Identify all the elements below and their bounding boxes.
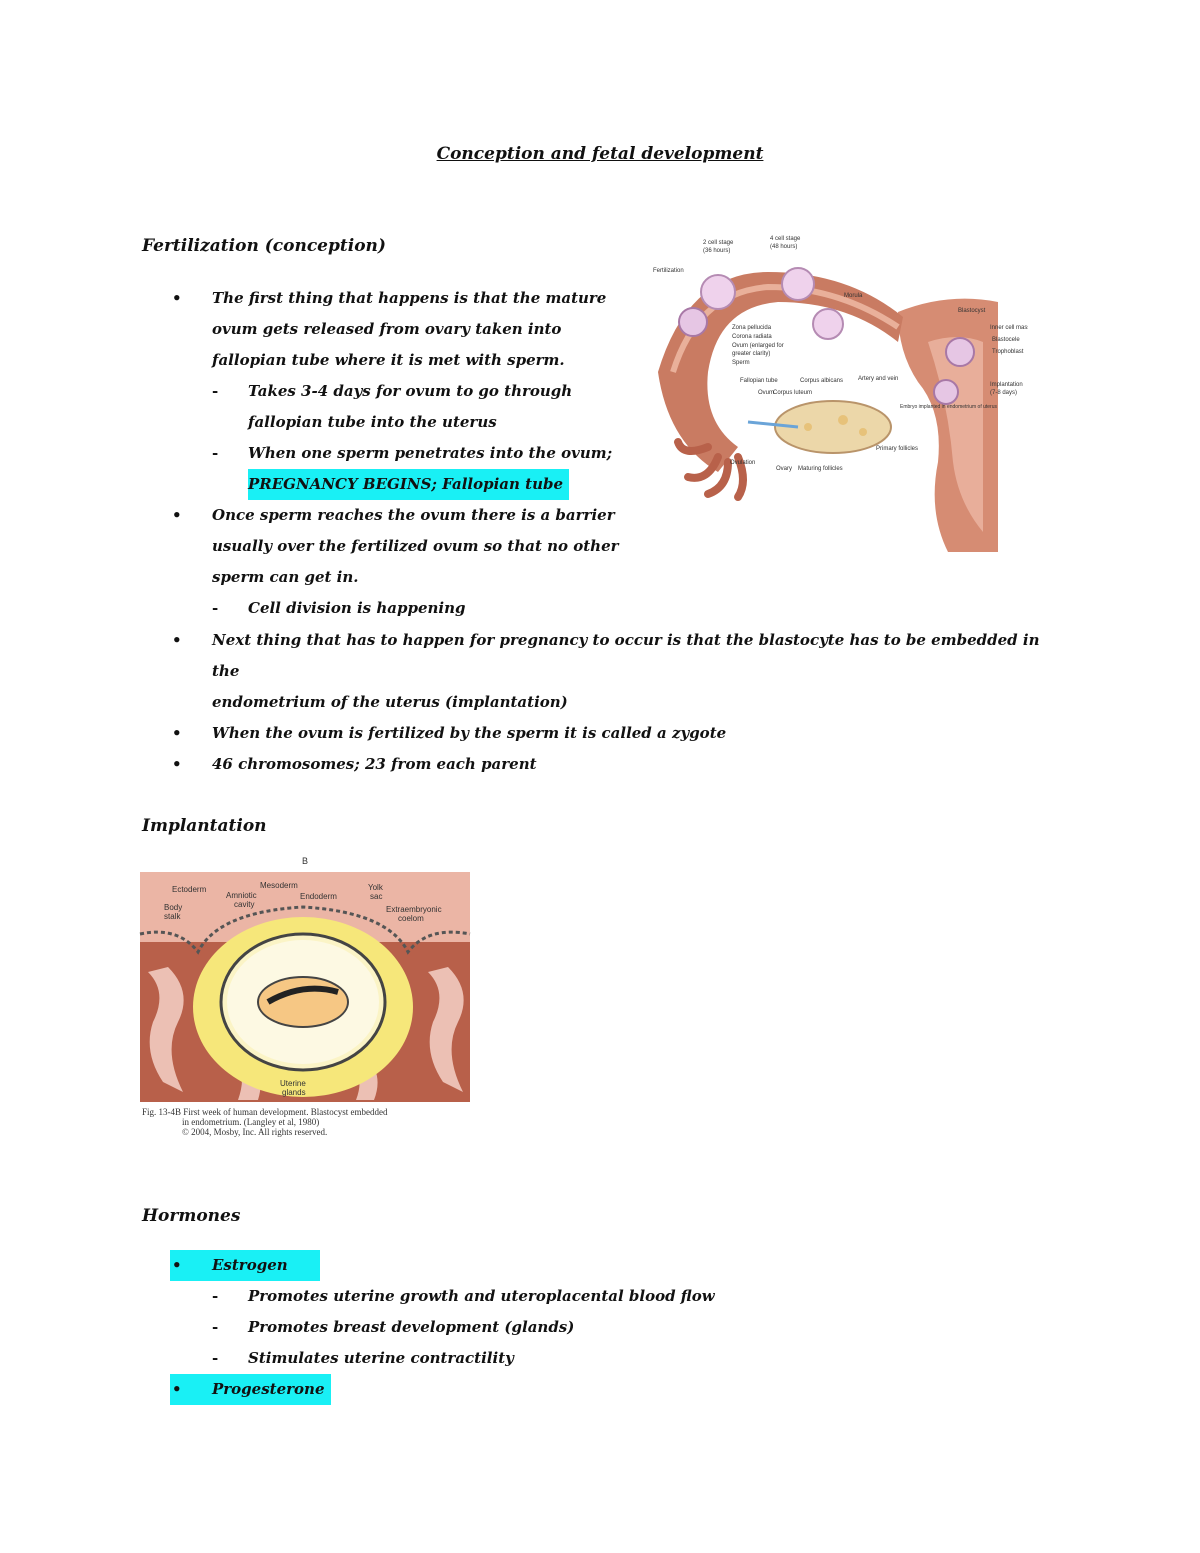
implantation-diagram-svg <box>138 852 488 1142</box>
list-item-text: Estrogen <box>212 1256 288 1274</box>
list-item-text: ovum gets released from ovary taken into <box>212 320 562 338</box>
label-morula: Morula <box>844 293 863 299</box>
sub-item-text: - Cell division is happening <box>248 599 466 617</box>
label-artery: Artery and vein <box>858 376 899 382</box>
label-ovulation: Ovulation <box>730 460 756 466</box>
list-item <box>170 500 630 593</box>
list-item <box>170 718 1070 749</box>
label-maturing: Maturing follicles <box>798 466 843 472</box>
figure-caption: Fig. 13-4B First week of human development. Blastocyst embedded <box>142 1107 388 1117</box>
list-item-text: • When the ovum is fertilized by the sperm it is called a zygote <box>212 724 727 742</box>
hormones-heading: Hormones <box>142 1206 241 1226</box>
list-item-text: • Next thing that has to happen for pregnancy to occur is that the blastocyte has to be embedded in the <box>212 631 1040 680</box>
list-item <box>170 625 1070 718</box>
label-yolk: Yolk <box>368 883 383 892</box>
label-fallopian: Fallopian tube <box>740 378 778 384</box>
label-uterine: Uterine <box>280 1079 306 1088</box>
sub-item <box>170 1343 1070 1374</box>
panel-letter: B <box>302 856 309 866</box>
label-zona: Zona pellucida <box>732 325 772 331</box>
sub-item-text: fallopian tube into the uterus <box>248 413 497 431</box>
label-blastocyst: Blastocyst <box>958 308 986 314</box>
label-two-cell-time: (36 hours) <box>703 248 731 254</box>
sub-item <box>170 1281 1070 1312</box>
label-blastocele: Blastocele <box>992 337 1020 343</box>
implantation-heading: Implantation <box>142 816 267 836</box>
label-trophoblast: Trophoblast <box>992 349 1024 355</box>
label-four-cell-time: (48 hours) <box>770 244 798 250</box>
label-body-stalk: stalk <box>164 912 181 921</box>
label-extraembryonic: Extraembryonic <box>386 905 442 914</box>
list-item-text: sperm can get in. <box>212 568 359 586</box>
implantation-diagram <box>138 852 488 1142</box>
list-item-text: Progesterone <box>212 1380 325 1398</box>
label-two-cell: 2 cell stage <box>703 240 734 246</box>
sub-item-text: - When one sperm penetrates into the ovum; <box>248 444 613 462</box>
fertilization-list-continued <box>170 625 1070 780</box>
fertilization-diagram-svg <box>648 232 1028 562</box>
list-item <box>170 283 630 376</box>
label-four-cell: 4 cell stage <box>770 236 801 242</box>
fertilization-diagram <box>648 232 1028 562</box>
label-embryo: Embryo implanted in endometrium of uterus <box>900 404 997 410</box>
sub-item-text: - Takes 3-4 days for ovum to go through <box>248 382 573 400</box>
highlighted-text: PREGNANCY BEGINS; Fallopian tube <box>248 469 569 500</box>
list-item-text: usually over the fertilized ovum so that no other <box>212 537 619 555</box>
label-primary: Primary follicles <box>876 446 919 452</box>
label-mesoderm: Mesoderm <box>260 881 298 890</box>
label-implantation: Implantation <box>990 382 1023 388</box>
label-fertilization: Fertilization <box>653 268 684 274</box>
list-item-progesterone <box>170 1374 331 1405</box>
sub-item <box>170 376 630 438</box>
list-item-text: endometrium of the uterus (implantation) <box>212 693 568 711</box>
fertilization-list <box>170 283 630 624</box>
label-corpus-albicans: Corpus albicans <box>800 378 844 384</box>
sub-item <box>170 1312 1070 1343</box>
label-yolk-sac: sac <box>370 892 383 901</box>
list-item-estrogen <box>170 1250 320 1281</box>
label-corpus-luteum: Corpus luteum <box>773 390 813 396</box>
list-item-text: • The first thing that happens is that the mature <box>212 289 607 307</box>
list-item-text: • 46 chromosomes; 23 from each parent <box>212 755 537 773</box>
figure-copyright: © 2004, Mosby, Inc. All rights reserved. <box>182 1127 328 1137</box>
label-ovum: Ovum <box>758 390 775 396</box>
label-ovum-clarity: greater clarity) <box>732 351 771 357</box>
label-body: Body <box>164 903 183 912</box>
hormones-list <box>170 1250 1070 1405</box>
label-sperm: Sperm <box>732 360 750 366</box>
sub-item-text: - Promotes breast development (glands) <box>248 1318 575 1336</box>
label-ovum-enlarged: Ovum (enlarged for <box>732 343 784 349</box>
fertilization-heading: Fertilization (conception) <box>142 236 386 256</box>
label-ovary: Ovary <box>776 466 793 472</box>
sub-item <box>170 593 630 624</box>
sub-item <box>170 438 630 500</box>
page-title: Conception and fetal development <box>436 144 764 164</box>
label-inner-cell-mass: Inner cell mass <box>990 325 1028 331</box>
list-item-text: • Once sperm reaches the ovum there is a barrier <box>212 506 615 524</box>
label-amniotic: Amniotic <box>226 891 257 900</box>
label-glands: glands <box>282 1088 306 1097</box>
label-coelom: coelom <box>398 914 424 923</box>
label-ectoderm: Ectoderm <box>172 885 207 894</box>
label-corona: Corona radiata <box>732 334 772 340</box>
sub-item-text: - Stimulates uterine contractility <box>248 1349 514 1367</box>
sub-item-text: - Promotes uterine growth and uteroplacental blood flow <box>248 1287 715 1305</box>
list-item <box>170 749 1070 780</box>
label-implantation-time: (7-8 days) <box>990 390 1018 396</box>
figure-caption-2: in endometrium. (Langley et al, 1980) <box>182 1117 320 1127</box>
list-item-text: fallopian tube where it is met with sperm. <box>212 351 565 369</box>
label-endoderm: Endoderm <box>300 892 337 901</box>
label-amniotic-cavity: cavity <box>234 900 255 909</box>
